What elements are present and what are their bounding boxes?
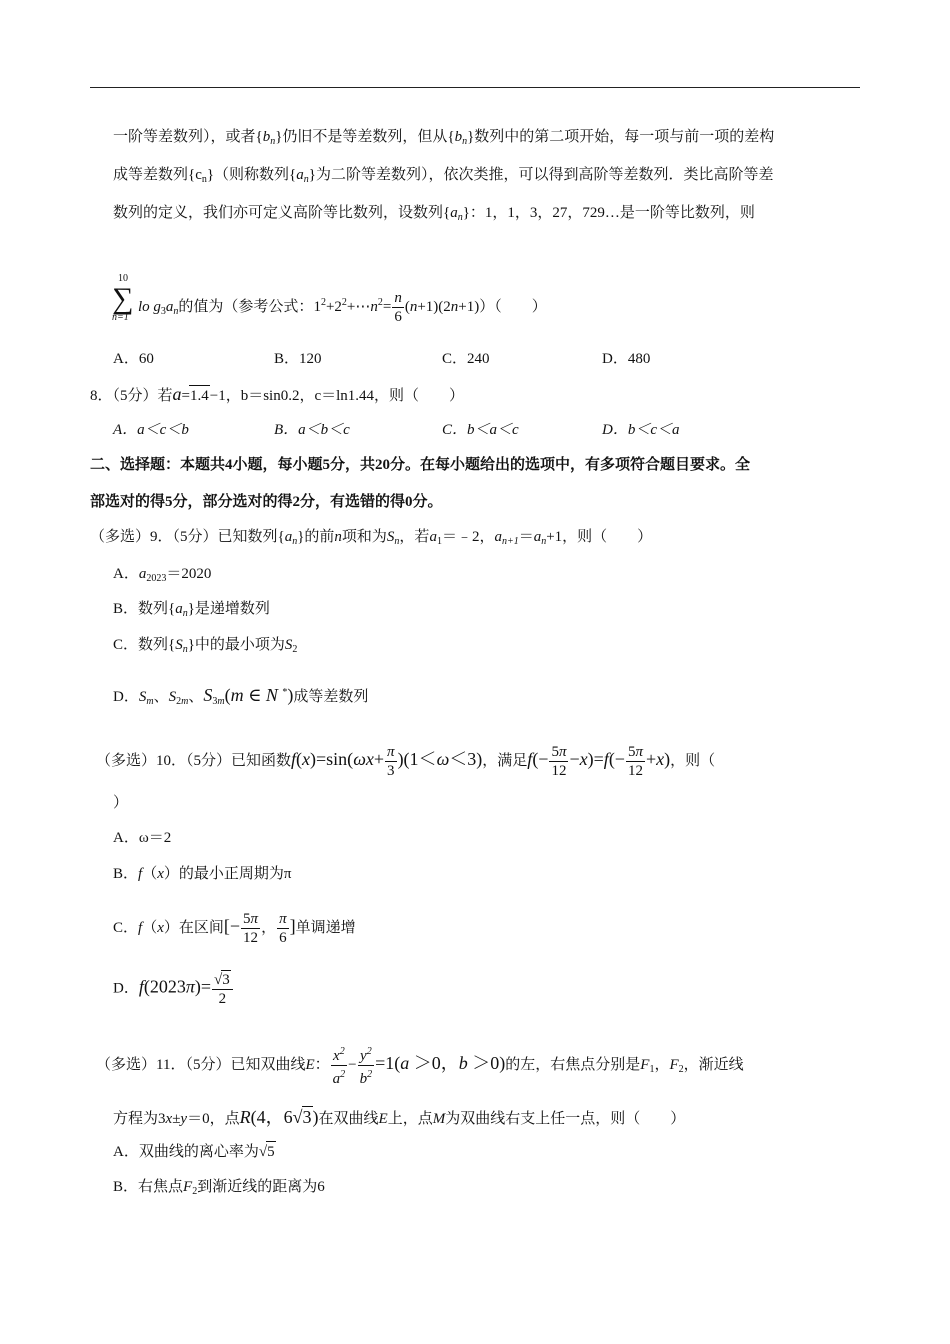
q11-stem: （多选）11．（5分）已知双曲线E： $\frac{x^2}{a^2}$ − $\frac{y^2}{b^2}$ =1(a ＞0，b ＞0)的左，右焦点分别是$F_1$，$F_2$，渐近线 [96, 1043, 744, 1088]
q7-option-c[interactable]: C．240 [442, 351, 490, 367]
sum-lower-limit: n=1 [112, 312, 129, 323]
q8-option-a[interactable]: A．a＜c＜b [113, 422, 189, 438]
intro-line-1: 一阶等差数列），或者$\{b_n\}$仍旧不是等差数列，但从$\{b_n\}$数列中的第二项开始，每一项与前一项的差构 [113, 129, 775, 147]
section-2-heading-line-1: 二、选择题：本题共4小题，每小题5分，共20分。在每小题给出的选项中，有多项符合题目要求。全 [90, 457, 751, 473]
intro-line-4: lo $g_3a_n$的值为（参考公式：$1^2+2^2+\cdots n^2=$ $\frac{n}{6}$ (n+1)(2n+1)）（ ） [138, 290, 547, 325]
q8-option-c[interactable]: C．b＜a＜c [442, 422, 519, 438]
q10-option-c[interactable]: C．f（x）在区间[− $\frac{5\pi}{12}$ ， $\frac{\pi}{6}$ ]单调递增 [113, 911, 356, 946]
q10-option-a[interactable]: A．ω＝2 [113, 830, 172, 846]
q9-option-c[interactable]: C．数列$\{S_n\}$中的最小项为$S_2$ [113, 637, 298, 655]
q10-option-d[interactable]: D．f(2023π)= $\frac{√3}{2}$ [113, 970, 234, 1008]
q11-option-a[interactable]: A．双曲线的离心率为√5 [113, 1141, 276, 1162]
q10-option-b[interactable]: B．f（x）的最小正周期为π [113, 866, 292, 882]
q8-option-d[interactable]: D．b＜c＜a [602, 422, 680, 438]
sigma-symbol: ∑ [112, 282, 134, 315]
q7-option-a[interactable]: A．60 [113, 351, 154, 367]
intro-line-3: 数列的定义，我们亦可定义高阶等比数列，设数列$\{a_n\}$：1，1，3，27，729…是一阶等比数列，则 [113, 205, 755, 223]
q7-option-d[interactable]: D．480 [602, 351, 651, 367]
q8-stem: 8．（5分）若a=1.4−1，b＝sin0.2，c＝ln1.44，则（ ） [90, 384, 465, 404]
q7-option-b[interactable]: B．120 [274, 351, 322, 367]
q8-option-b[interactable]: B．a＜b＜c [274, 422, 350, 438]
q9-stem: （多选）9．（5分）已知数列$\{a_n\}$的前n项和为$S_n$，若$a_1=﹣2$，$a_{n+1}=a_n+1$，则（ ） [90, 529, 653, 547]
q10-stem: （多选）10．（5分）已知函数f(x)=sin(ωx+ $\frac{\pi}{3}$ )(1＜ω＜3)，满足f(− $\frac{5\pi}{12}$ −x)=f(− $\frac{5\pi}{12}$ +x)，则（ [96, 744, 716, 779]
sum-upper-limit: 10 [118, 273, 128, 284]
section-2-heading-line-2: 部选对的得5分，部分选对的得2分，有选错的得0分。 [90, 494, 443, 510]
q11-option-b[interactable]: B．右焦点$F_2$到渐近线的距离为6 [113, 1179, 325, 1197]
header-rule [90, 87, 860, 88]
q9-option-d[interactable]: D．$S_m$、$S_{2m}$、$S_{3m}(m$ ∈ N *)成等差数列 [113, 685, 369, 707]
q10-stem-tail: ） [113, 795, 129, 811]
intro-line-2: 成等差数列$\{c_n\}$（则称数列$\{a_n\}$为二阶等差数列），依次类推，可以得到高阶等差数列．类比高阶等差 [113, 167, 774, 185]
q11-stem-line-2: 方程为3x±y＝0，点R(4，6√3)在双曲线E上，点M为双曲线右支上任一点，则（ ） [113, 1107, 686, 1127]
q9-option-a[interactable]: A．$a_{2023}=2020$ [113, 566, 212, 584]
q9-option-b[interactable]: B．数列$\{a_n\}$是递增数列 [113, 601, 270, 619]
